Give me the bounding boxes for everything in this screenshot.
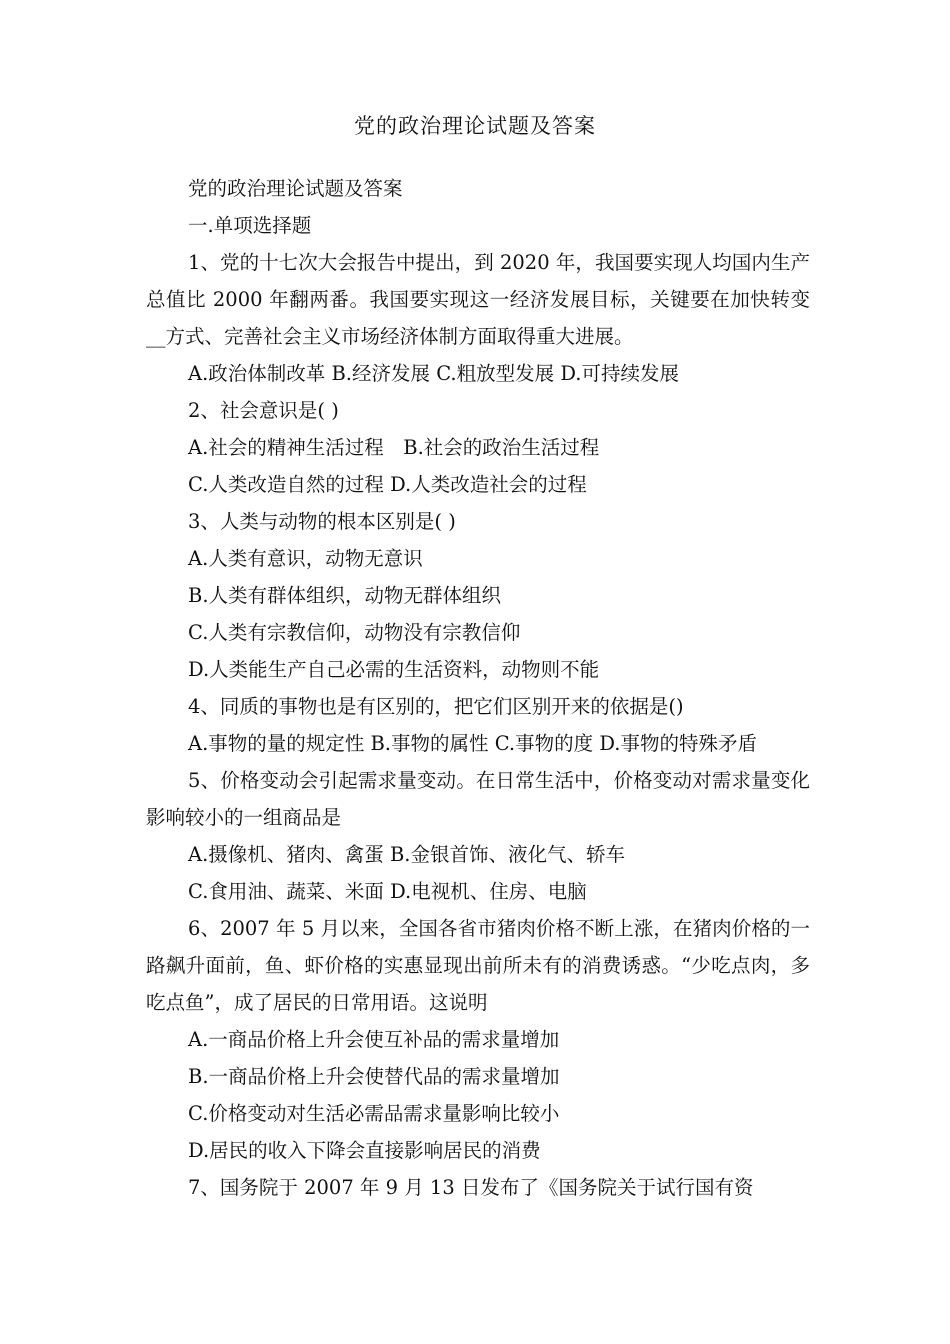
question-3-option-a: A.人类有意识，动物无意识 [188,547,423,570]
question-7: 7、国务院于 2007 年 9 月 13 日发布了《国务院关于试行国有资 [188,1176,754,1199]
question-1: 1、党的十七次大会报告中提出，到 2020 年，我国要实现人均国内生产总值比 2000 年翻两番。我国要实现这一经济发展目标，关键要在加快转变__方式、完善社会主义市场经济体制方面取得重大进展。 [146,251,810,348]
question-6: 6、2007 年 5 月以来，全国各省市猪肉价格不断上涨，在猪肉价格的一路飙升面前，鱼、虾价格的实惠显现出前所未有的消费诱惑。“少吃点肉，多吃点鱼”，成了居民的日常用语。这说明 [146,917,810,1014]
section-heading: 一.单项选择题 [188,214,312,237]
question-4-options: A.事物的量的规定性 B.事物的属性 C.事物的度 D.事物的特殊矛盾 [188,732,757,755]
question-6-option-a: A.一商品价格上升会使互补品的需求量增加 [188,1028,560,1051]
question-3: 3、人类与动物的根本区别是( ) [188,510,456,533]
question-5: 5、价格变动会引起需求量变动。在日常生活中，价格变动对需求量变化影响较小的一组商品是 [146,769,810,829]
question-2: 2、社会意识是( ) [188,399,339,422]
question-1-options: A.政治体制改革 B.经济发展 C.粗放型发展 D.可持续发展 [188,362,679,385]
question-5-options-cd: C.食用油、蔬菜、米面 D.电视机、住房、电脑 [188,880,587,903]
question-4: 4、同质的事物也是有区别的，把它们区别开来的依据是() [188,695,684,718]
question-6-option-d: D.居民的收入下降会直接影响居民的消费 [188,1139,541,1162]
document-body [146,170,810,1206]
question-3-option-b: B.人类有群体组织，动物无群体组织 [188,584,502,607]
question-5-options-ab: A.摄像机、猪肉、禽蛋 B.金银首饰、液化气、轿车 [188,843,626,866]
question-6-option-c: C.价格变动对生活必需品需求量影响比较小 [188,1102,560,1125]
question-3-option-c: C.人类有宗教信仰，动物没有宗教信仰 [188,621,521,644]
document-title: 党的政治理论试题及答案 [354,114,596,138]
question-6-option-b: B.一商品价格上升会使替代品的需求量增加 [188,1065,560,1088]
question-2-options-ab: A.社会的精神生活过程 B.社会的政治生活过程 [188,436,600,459]
question-2-options-cd: C.人类改造自然的过程 D.人类改造社会的过程 [188,473,587,496]
question-3-option-d: D.人类能生产自己必需的生活资料，动物则不能 [188,658,600,681]
subtitle-paragraph: 党的政治理论试题及答案 [188,177,403,200]
